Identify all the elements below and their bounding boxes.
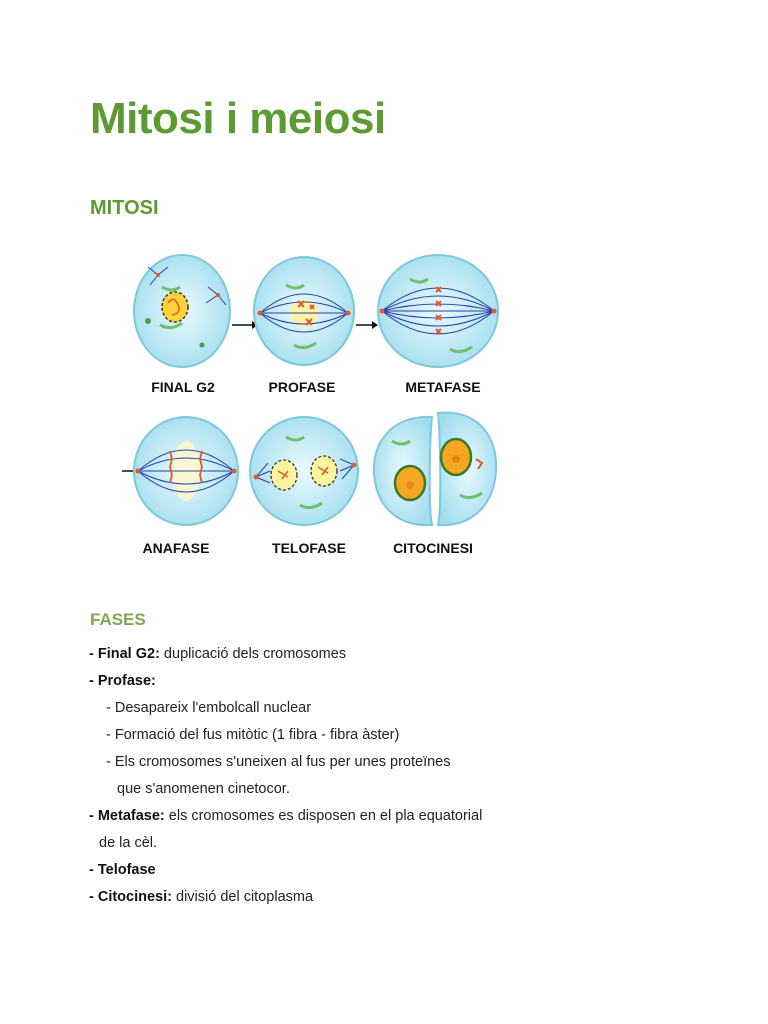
list-subitem: - Formació del fus mitòtic (1 fibra - fibra àster) [106,727,400,743]
list-item-term: - Final G2: [89,646,160,662]
phases-list [89,641,649,911]
list-item-text: duplicació dels cromosomes [159,646,347,662]
label-telofase: TELOFASE [272,540,346,556]
page-title: Mitosi i meiosi [90,94,386,143]
list-item-final-g2 [89,641,649,668]
list-item-telofase [89,857,649,884]
list-item-metafase [89,803,649,830]
cell-final-g2 [134,255,230,367]
list-subitem: - Desapareix l'embolcall nuclear [106,700,312,716]
label-citocinesi: CITOCINESI [393,540,473,556]
fases-heading: FASES [90,610,146,629]
label-metafase: METAFASE [405,379,481,395]
list-item-term: - Metafase: [89,808,165,824]
cell-metafase [378,255,498,367]
list-item-term: - Citocinesi: [89,889,172,905]
label-profase: PROFASE [268,379,336,395]
list-item-profase [89,668,649,695]
list-item-text: divisió del citoplasma [171,889,314,905]
list-item-citocinesi [89,884,649,911]
label-final-g2: FINAL G2 [151,379,215,395]
list-item-text: els cromosomes es disposen en el pla equatorial [164,808,483,824]
cell-anafase [134,417,238,525]
cell-telofase [250,417,358,525]
section-heading-mitosi: MITOSI [90,197,159,219]
list-item-term: - Telofase [89,862,156,878]
cell-profase [254,257,354,365]
list-subitem-continuation: que s'anomenen cinetocor. [117,781,290,797]
list-subitem: - Els cromosomes s'uneixen al fus per unes proteïnes [106,754,451,770]
list-item-term: - Profase: [89,673,156,689]
mitosis-phases-figure [110,245,510,556]
list-item-continuation: de la cèl. [99,835,158,851]
label-anafase: ANAFASE [142,540,210,556]
cell-citocinesi [374,413,496,525]
